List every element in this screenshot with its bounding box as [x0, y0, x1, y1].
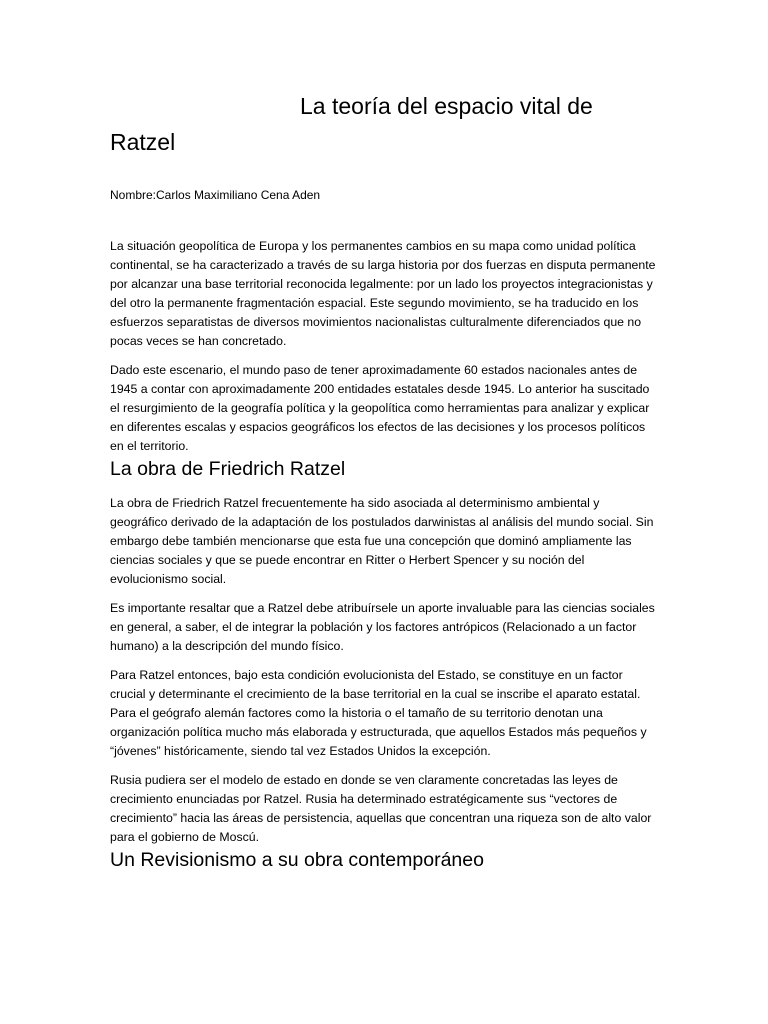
document-title	[110, 88, 658, 160]
section-heading-obra: La obra de Friedrich Ratzel	[110, 458, 346, 480]
title-line-2: Ratzel	[110, 129, 176, 155]
author-name: Nombre:Carlos Maximiliano Cena Aden	[110, 188, 321, 202]
paragraph-obra-4: Rusia pudiera ser el modelo de estado en donde se ven claramente concretadas las leyes de crecimiento enunciadas por Ratzel. Rusia ha determinado estratégicamente sus “vectores de crecimiento” hacia las áreas de persistencia, aquellas que concentran una riqueza son de alto valor para el gobierno de Moscú.	[110, 773, 652, 844]
title-line-1: La teoría del espacio vital de	[300, 93, 593, 119]
paragraph-intro-2: Dado este escenario, el mundo paso de tener aproximadamente 60 estados nacionales antes de 1945 a contar con aproximadamente 200 entidades estatales desde 1945. Lo anterior ha suscitado el resurgimiento de la geografía política y la geopolítica como herramientas para analizar y explicar en diferentes escalas y espacios geográficos los efectos de las decisiones y los procesos políticos en el territorio.	[110, 363, 650, 453]
paragraph-obra-2: Es importante resaltar que a Ratzel debe atribuírsele un aporte invaluable para las ciencias sociales en general, a saber, el de integrar la población y los factores antrópicos (Relacionado a un factor humano) a la descripción del mundo físico.	[110, 601, 655, 653]
document-page	[110, 88, 658, 873]
paragraph-obra-1: La obra de Friedrich Ratzel frecuentemente ha sido asociada al determinismo ambiental y geográfico derivado de la adaptación de los postulados darwinistas al análisis del mundo social. Sin embargo debe también mencionarse que esta fue una concepción que dominó ampliamente las ciencias sociales y que se puede encontrar en Ritter o Herbert Spencer y su noción del evolucionismo social.	[110, 496, 654, 586]
section-heading-revisionismo: Un Revisionismo a su obra contemporáneo	[110, 849, 484, 871]
paragraph-intro-1: La situación geopolítica de Europa y los permanentes cambios en su mapa como unidad política continental, se ha caracterizado a través de su larga historia por dos fuerzas en disputa permanente por alcanzar una base territorial reconocida legalmente: por un lado los proyectos integracionistas y del otro la permanente fragmentación espacial. Este segundo movimiento, se ha traducido en los esfuerzos separatistas de diversos movimientos nacionalistas culturalmente diferenciados que no pocas veces se han concretado.	[110, 239, 656, 348]
paragraph-obra-3: Para Ratzel entonces, bajo esta condición evolucionista del Estado, se constituye en un factor crucial y determinante el crecimiento de la base territorial en la cual se inscribe el aparato estatal. Para el geógrafo alemán factores como la historia o el tamaño de su territorio denotan una organización política mucho más elaborada y estructurada, que aquellos Estados más pequeños y “jóvenes” históricamente, siendo tal vez Estados Unidos la excepción.	[110, 668, 647, 758]
